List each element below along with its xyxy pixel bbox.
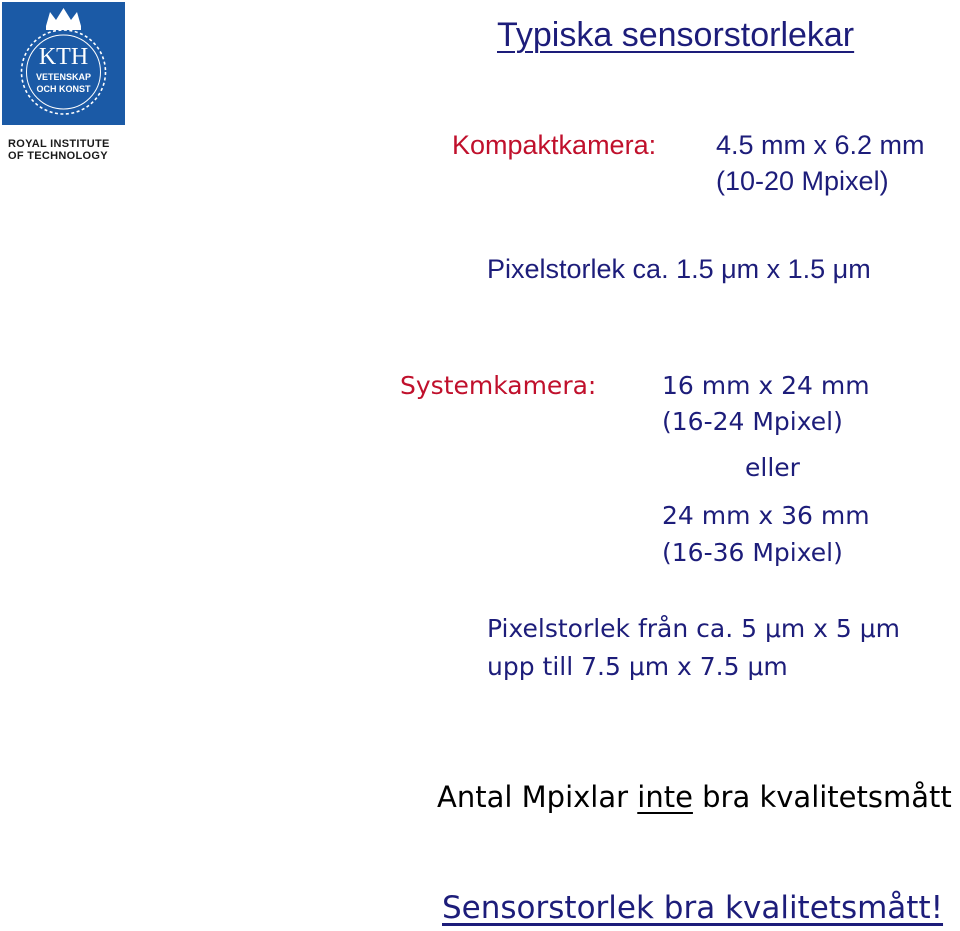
compact-label: Kompaktkamera: <box>452 130 657 160</box>
system-size-1: 16 mm x 24 mm <box>662 371 870 400</box>
kth-logo <box>2 2 125 125</box>
system-label: Systemkamera: <box>400 371 597 400</box>
logo-caption-line1: ROYAL INSTITUTE <box>8 138 110 150</box>
compact-size: 4.5 mm x 6.2 mm <box>716 130 925 160</box>
logo-line3-text: OCH KONST <box>36 84 91 94</box>
conclusion-line <box>437 780 952 814</box>
kth-crest-icon <box>2 2 125 125</box>
conclusion-part1: Antal Mpixlar <box>437 780 638 814</box>
final-statement: Sensorstorlek bra kvalitetsmått! <box>442 890 944 926</box>
logo-kth-text: KTH <box>38 44 89 70</box>
conclusion-part2: bra kvalitetsmått <box>692 780 952 814</box>
system-mpixel-2: (16-36 Mpixel) <box>662 538 843 567</box>
compact-mpixel: (10-20 Mpixel) <box>716 166 889 196</box>
system-or: eller <box>745 453 800 482</box>
logo-caption <box>8 138 110 162</box>
compact-pixel-size: Pixelstorlek ca. 1.5 μm x 1.5 μm <box>487 254 871 284</box>
system-size-2: 24 mm x 36 mm <box>662 501 870 530</box>
logo-caption-line2: OF TECHNOLOGY <box>8 150 108 162</box>
logo-line2-text: VETENSKAP <box>35 72 92 82</box>
system-pixel-line-2: upp till 7.5 μm x 7.5 μm <box>487 652 788 681</box>
conclusion-underlined: inte <box>637 780 693 814</box>
system-mpixel-1: (16-24 Mpixel) <box>662 407 843 436</box>
page-title: Typiska sensorstorlekar <box>497 16 855 54</box>
system-pixel-line-1: Pixelstorlek från ca. 5 μm x 5 μm <box>487 614 901 643</box>
